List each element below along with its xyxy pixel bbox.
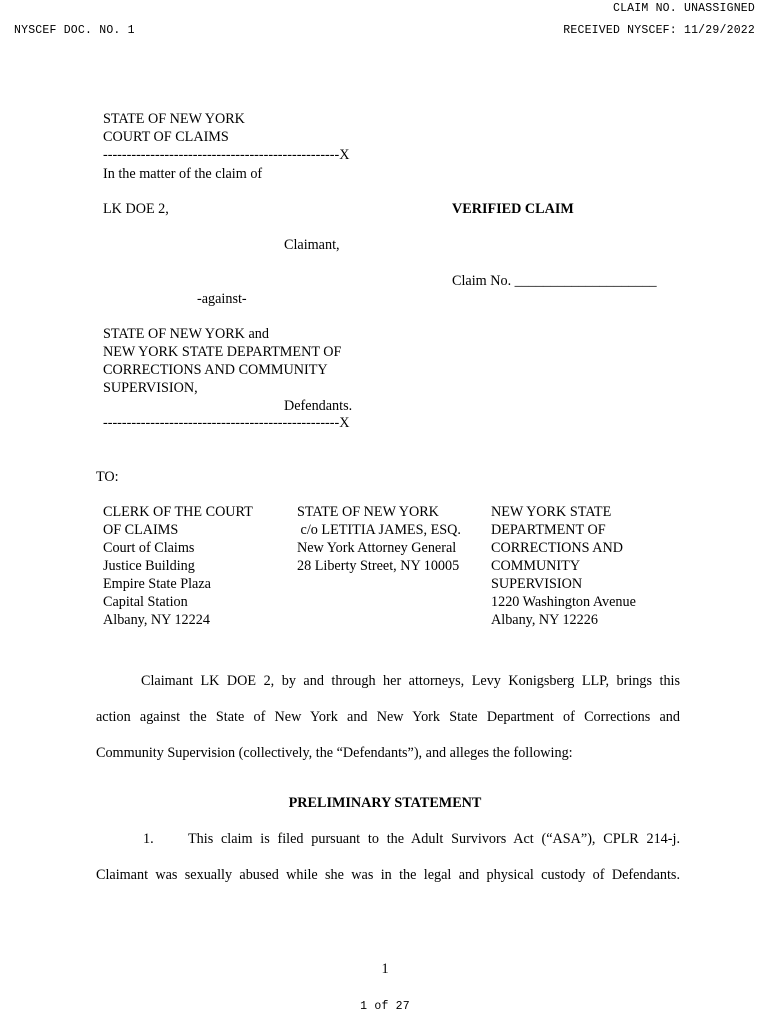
claimant-label: Claimant, bbox=[284, 237, 340, 253]
document-title: VERIFIED CLAIM bbox=[452, 201, 574, 217]
page-of-total: 1 of 27 bbox=[360, 1000, 410, 1013]
court-line-2: COURT OF CLAIMS bbox=[103, 129, 229, 145]
address-line: New York Attorney General bbox=[297, 540, 457, 556]
claim-number-stamp: CLAIM NO. UNASSIGNED bbox=[612, 2, 755, 15]
paragraph-line: This claim is filed pursuant to the Adult Survivors Act (“ASA”), CPLR 214-j. bbox=[188, 831, 680, 847]
defendant-line: NEW YORK STATE DEPARTMENT OF bbox=[103, 344, 342, 360]
paragraph-number: 1. bbox=[143, 831, 154, 847]
address-line: CORRECTIONS AND bbox=[491, 540, 624, 556]
address-line: OF CLAIMS bbox=[103, 522, 179, 538]
defendant-line: SUPERVISION, bbox=[103, 380, 198, 396]
section-heading: PRELIMINARY STATEMENT bbox=[288, 795, 482, 811]
address-line: c/o LETITIA JAMES, ESQ. bbox=[297, 522, 461, 538]
address-line: Court of Claims bbox=[103, 540, 195, 556]
address-line: CLERK OF THE COURT bbox=[103, 504, 253, 520]
against-label: -against- bbox=[197, 291, 247, 307]
address-line: Capital Station bbox=[103, 594, 188, 610]
address-line: 28 Liberty Street, NY 10005 bbox=[297, 558, 460, 574]
address-line: COMMUNITY bbox=[491, 558, 581, 574]
received-stamp: RECEIVED NYSCEF: 11/29/2022 bbox=[563, 24, 755, 37]
paragraph-line: Claimant was sexually abused while she was in the legal and physical custody of Defendants. bbox=[96, 867, 680, 883]
defendants-label: Defendants. bbox=[284, 398, 353, 414]
page-number: 1 bbox=[381, 961, 389, 977]
address-line: NEW YORK STATE bbox=[491, 504, 612, 520]
address-line: Albany, NY 12226 bbox=[491, 612, 598, 628]
address-line: Justice Building bbox=[103, 558, 195, 574]
address-line: 1220 Washington Avenue bbox=[491, 594, 636, 610]
claimant-name: LK DOE 2, bbox=[103, 201, 169, 217]
nyscef-doc-number: NYSCEF DOC. NO. 1 bbox=[14, 24, 135, 37]
intro-line: Claimant LK DOE 2, by and through her attorneys, Levy Konigsberg LLP, brings this bbox=[141, 673, 680, 689]
court-line-1: STATE OF NEW YORK bbox=[103, 111, 245, 127]
address-line: SUPERVISION bbox=[491, 576, 583, 592]
defendant-line: STATE OF NEW YORK and bbox=[103, 326, 269, 342]
claim-number-line: Claim No. ____________________ bbox=[452, 273, 657, 289]
address-line: Albany, NY 12224 bbox=[103, 612, 210, 628]
to-label: TO: bbox=[96, 469, 119, 485]
address-line: DEPARTMENT OF bbox=[491, 522, 606, 538]
caption-divider-top: --------------------------------------------------X bbox=[103, 147, 350, 163]
defendant-line: CORRECTIONS AND COMMUNITY bbox=[103, 362, 328, 378]
address-line: Empire State Plaza bbox=[103, 576, 211, 592]
caption-divider-bottom: --------------------------------------------------X bbox=[103, 415, 350, 431]
address-line: STATE OF NEW YORK bbox=[297, 504, 439, 520]
matter-line: In the matter of the claim of bbox=[103, 166, 263, 182]
intro-line: Community Supervision (collectively, the “Defendants”), and alleges the following: bbox=[96, 745, 573, 761]
intro-line: action against the State of New York and New York State Department of Corrections and bbox=[96, 709, 680, 725]
